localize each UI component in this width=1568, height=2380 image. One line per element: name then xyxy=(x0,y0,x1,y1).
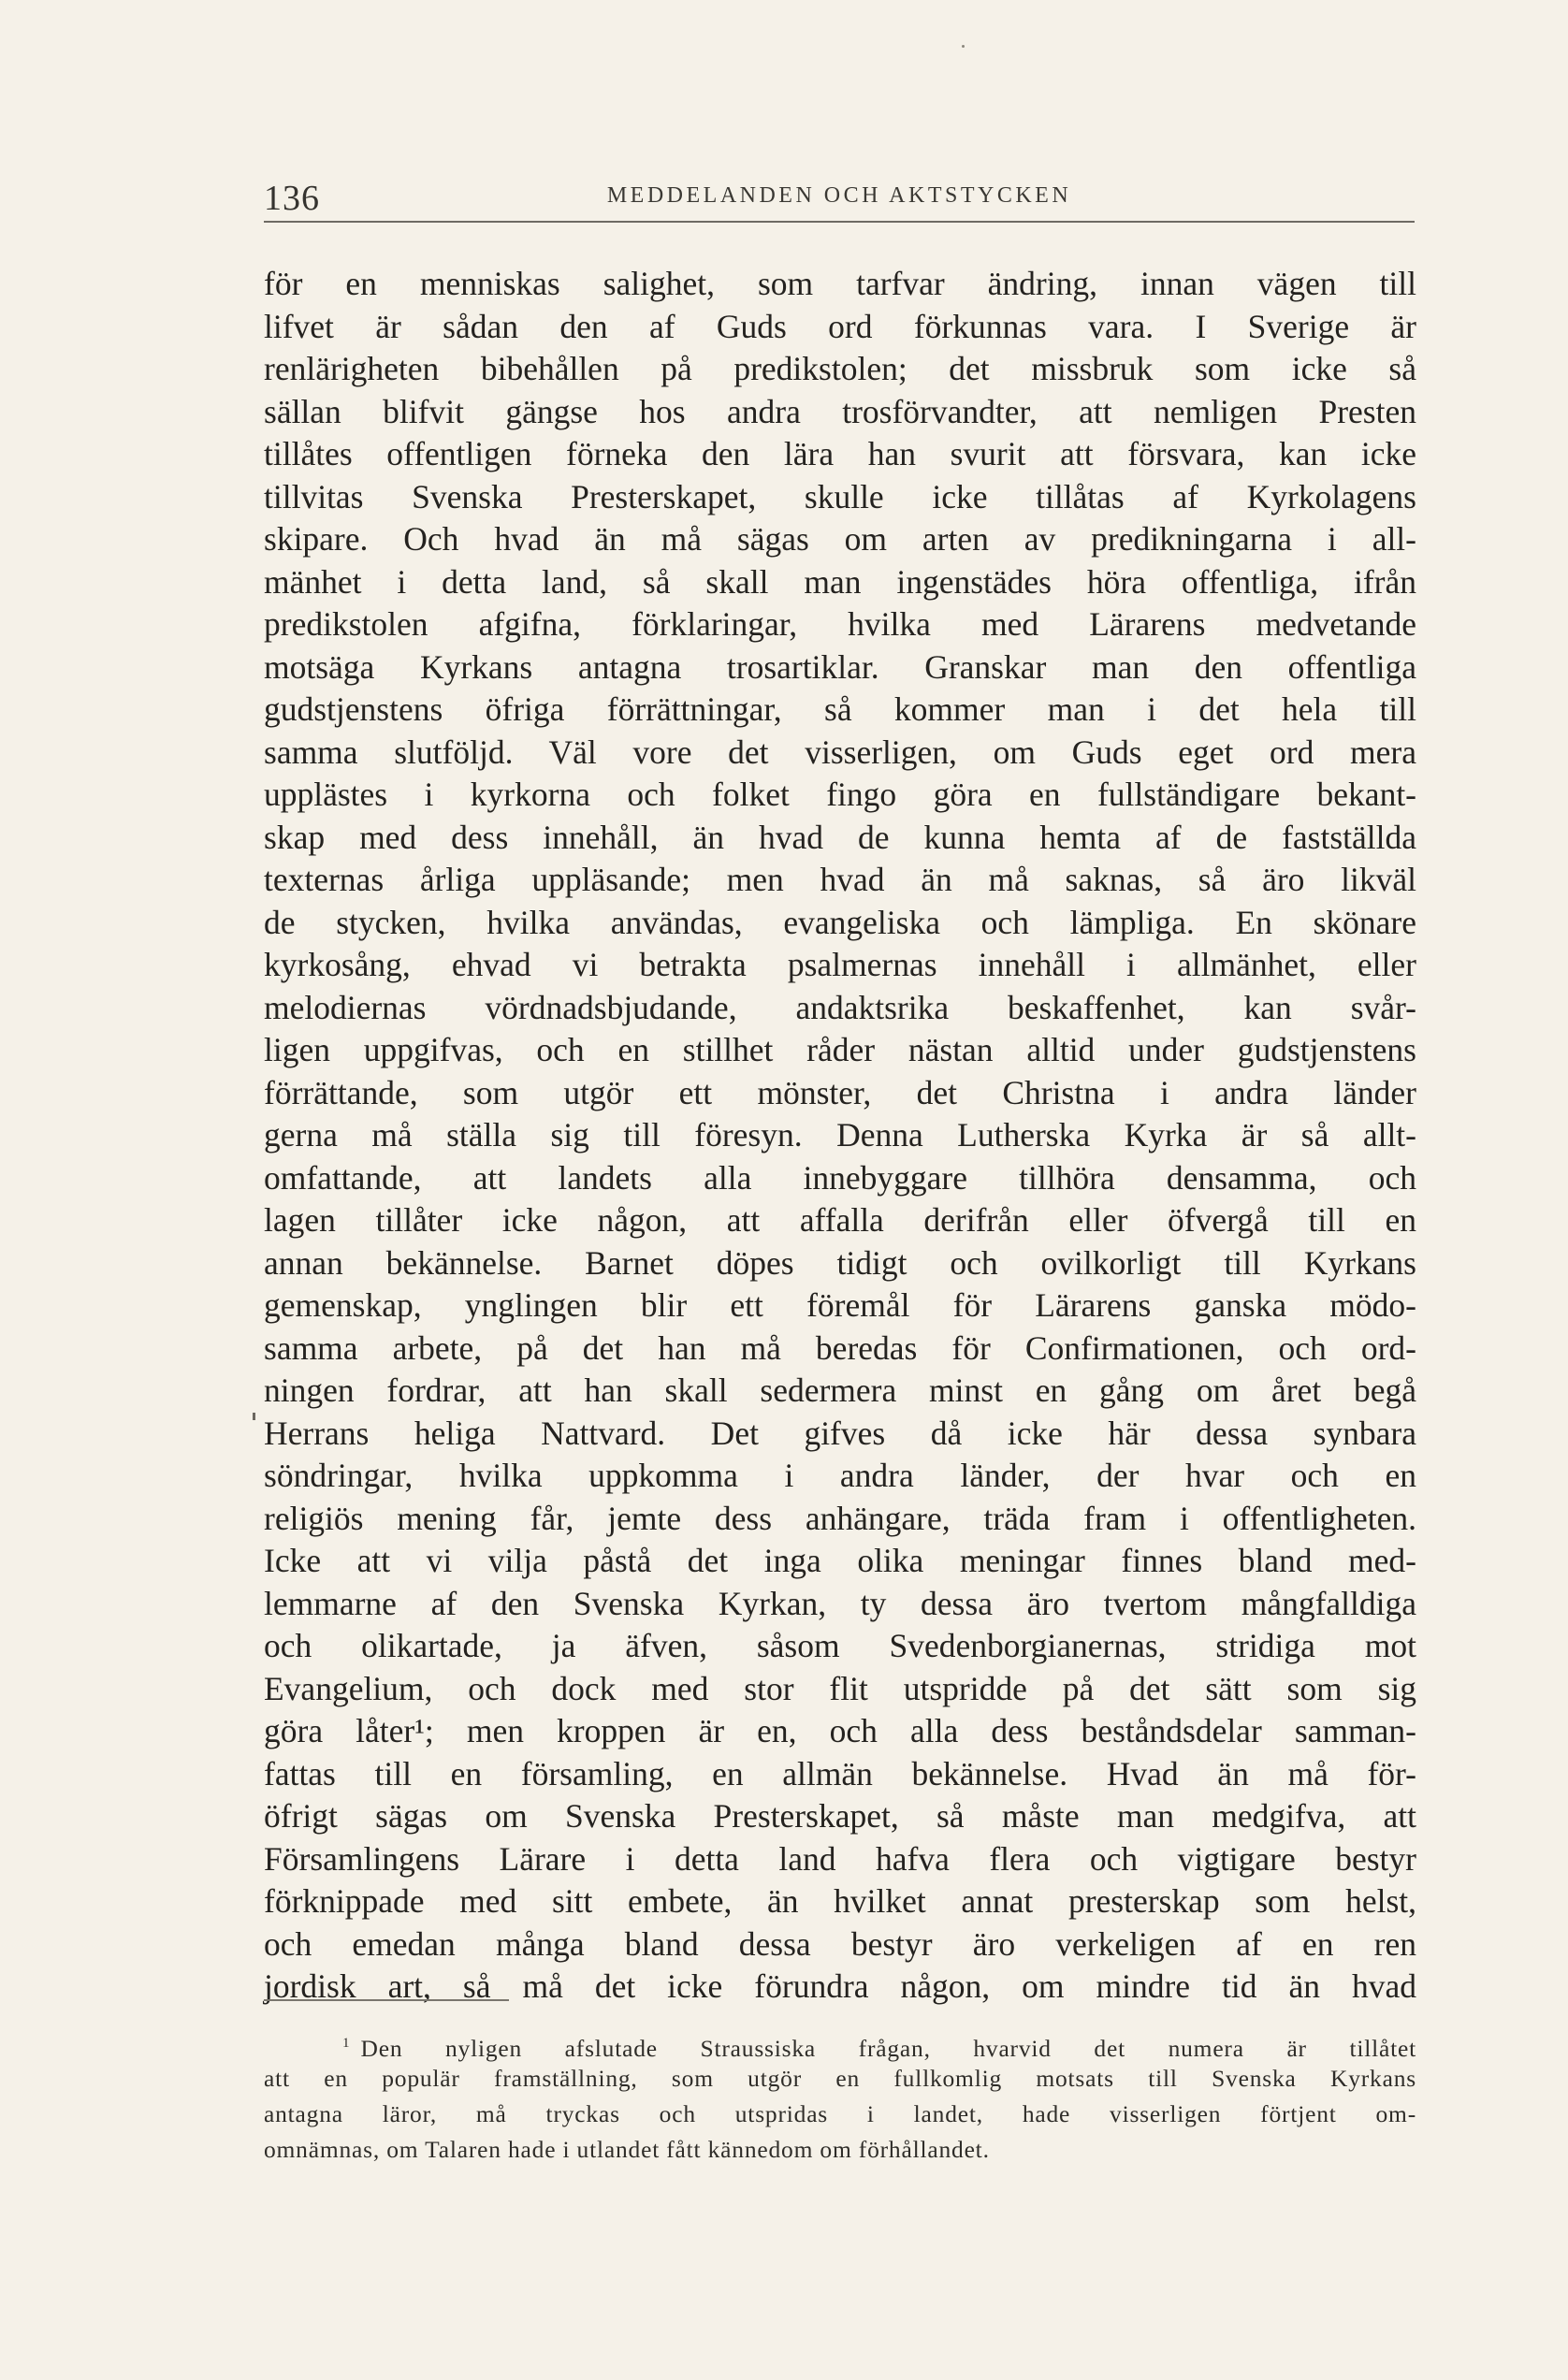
footnote-rule xyxy=(264,1999,509,2001)
body-line: tillvitas Svenska Presterskapet, skulle icke tillåtas af Kyrkolagens xyxy=(264,477,1416,515)
body-line: förrättande, som utgör ett mönster, det Christna i andra länder xyxy=(264,1073,1416,1111)
body-line: öfrigt sägas om Svenska Presterskapet, så måste man medgifva, att xyxy=(264,1797,1416,1835)
body-line: religiös mening får, jemte dess anhängare, träda fram i offentligheten. xyxy=(264,1499,1416,1537)
body-line: Herrans heliga Nattvard. Det gifves då icke här dessa synbara xyxy=(264,1414,1416,1452)
body-line: lagen tillåter icke någon, att affalla derifrån eller öfvergå till en xyxy=(264,1201,1416,1239)
body-line: Församlingens Lärare i detta land hafva flera och vigtigare bestyr xyxy=(264,1839,1416,1878)
body-line: skipare. Och hvad än må sägas om arten av predikningarna i all- xyxy=(264,520,1416,558)
body-line: renlärigheten bibehållen på predikstolen; det missbruk som icke så xyxy=(264,350,1416,387)
body-line: och olikartade, ja äfven, såsom Svedenborgianernas, stridiga mot xyxy=(264,1627,1416,1664)
body-line: texternas årliga uppläsande; men hvad än må saknas, så äro likväl xyxy=(264,861,1416,898)
body-line: och emedan många bland dessa bestyr äro verkeligen af en ren xyxy=(264,1924,1416,1963)
body-line: mänhet i detta land, så skall man ingenstädes höra offentliga, ifrån xyxy=(264,562,1416,601)
footnote-line: att en populär framställning, som utgör en fullkomlig motsats till Svenska Kyrkans xyxy=(264,2065,1416,2092)
body-line: jordisk art, så må det icke förundra någon, om mindre tid än hvad xyxy=(264,1967,1416,2005)
footnote xyxy=(264,2025,1416,2168)
running-title: MEDDELANDEN OCH AKTSTYCKEN xyxy=(606,183,1072,208)
body-line: melodiernas vördnadsbjudande, andaktsrika beskaffenhet, kan svår- xyxy=(264,988,1416,1026)
footnote-line: antagna läror, må tryckas och utspridas i landet, hade visserligen förtjent om- xyxy=(264,2100,1416,2127)
body-line: förknippade med sitt embete, än hvilket annat presterskap som helst, xyxy=(264,1882,1416,1920)
footnote-line xyxy=(264,2025,1416,2061)
body-line: ligen uppgifvas, och en stillhet råder nästan alltid under gudstjenstens xyxy=(264,1031,1416,1068)
body-line: tillåtes offentligen förneka den lära han svurit att försvara, kan icke xyxy=(264,435,1416,472)
body-line: motsäga Kyrkans antagna trosartiklar. Granskar man den offentliga xyxy=(264,647,1416,686)
footnote-line-text: Den nyligen afslutade Straussiska frågan, hvarvid det numera är tillåtet xyxy=(360,2035,1416,2062)
body-line: samma slutföljd. Väl vore det visserligen, om Guds eget ord mera xyxy=(264,733,1416,771)
body-line: för en menniskas salighet, som tarfvar ändring, innan vägen till xyxy=(264,265,1416,302)
paper-speck xyxy=(962,45,965,48)
page-number: 136 xyxy=(264,179,320,218)
body-line: Evangelium, och dock med stor flit utspridde på det sätt som sig xyxy=(264,1669,1416,1707)
page-header xyxy=(264,178,1415,223)
body-line: gudstjenstens öfriga förrättningar, så kommer man i det hela till xyxy=(264,690,1416,728)
body-line: göra låter¹; men kroppen är en, och alla dess beståndsdelar samman- xyxy=(264,1712,1416,1749)
body-line: de stycken, hvilka användas, evangeliska och lämpliga. En skönare xyxy=(264,903,1416,941)
body-line: omfattande, att landets alla innebyggare tillhöra densamma, och xyxy=(264,1158,1416,1197)
body-line: sällan blifvit gängse hos andra trosförvandter, att nemligen Presten xyxy=(264,392,1416,430)
body-line: predikstolen afgifna, förklaringar, hvilka med Lärarens medvetande xyxy=(264,605,1416,643)
margin-mark xyxy=(253,1413,255,1420)
body-line: Icke att vi vilja påstå det inga olika meningar finnes bland med- xyxy=(264,1542,1416,1579)
footnote-marker: 1 xyxy=(342,2036,350,2051)
body-line: söndringar, hvilka uppkomma i andra länder, der hvar och en xyxy=(264,1457,1416,1494)
footnote-line: omnämnas, om Talaren hade i utlandet fått kännedom om förhållandet. xyxy=(264,2136,990,2163)
body-line: fattas till en församling, en allmän bekännelse. Hvad än må för- xyxy=(264,1754,1416,1792)
body-line: lifvet är sådan den af Guds ord förkunnas vara. I Sverige är xyxy=(264,307,1416,345)
body-line: skap med dess innehåll, än hvad de kunna hemta af de fastställda xyxy=(264,818,1416,856)
body-line: gemenskap, ynglingen blir ett föremål för Lärarens ganska mödo- xyxy=(264,1286,1416,1324)
body-line: ningen fordrar, att han skall sedermera minst en gång om året begå xyxy=(264,1371,1416,1409)
body-line: annan bekännelse. Barnet döpes tidigt och ovilkorligt till Kyrkans xyxy=(264,1243,1416,1282)
body-text xyxy=(264,263,1416,2009)
body-line: gerna må ställa sig till föresyn. Denna Lutherska Kyrka är så allt- xyxy=(264,1116,1416,1154)
body-line: kyrkosång, ehvad vi betrakta psalmernas innehåll i allmänhet, eller xyxy=(264,946,1416,983)
body-line: upplästes i kyrkorna och folket fingo göra en fullständigare bekant- xyxy=(264,776,1416,813)
body-line: lemmarne af den Svenska Kyrkan, ty dessa äro tvertom mångfalldiga xyxy=(264,1584,1416,1622)
body-line: samma arbete, på det han må beredas för Confirmationen, och ord- xyxy=(264,1328,1416,1367)
